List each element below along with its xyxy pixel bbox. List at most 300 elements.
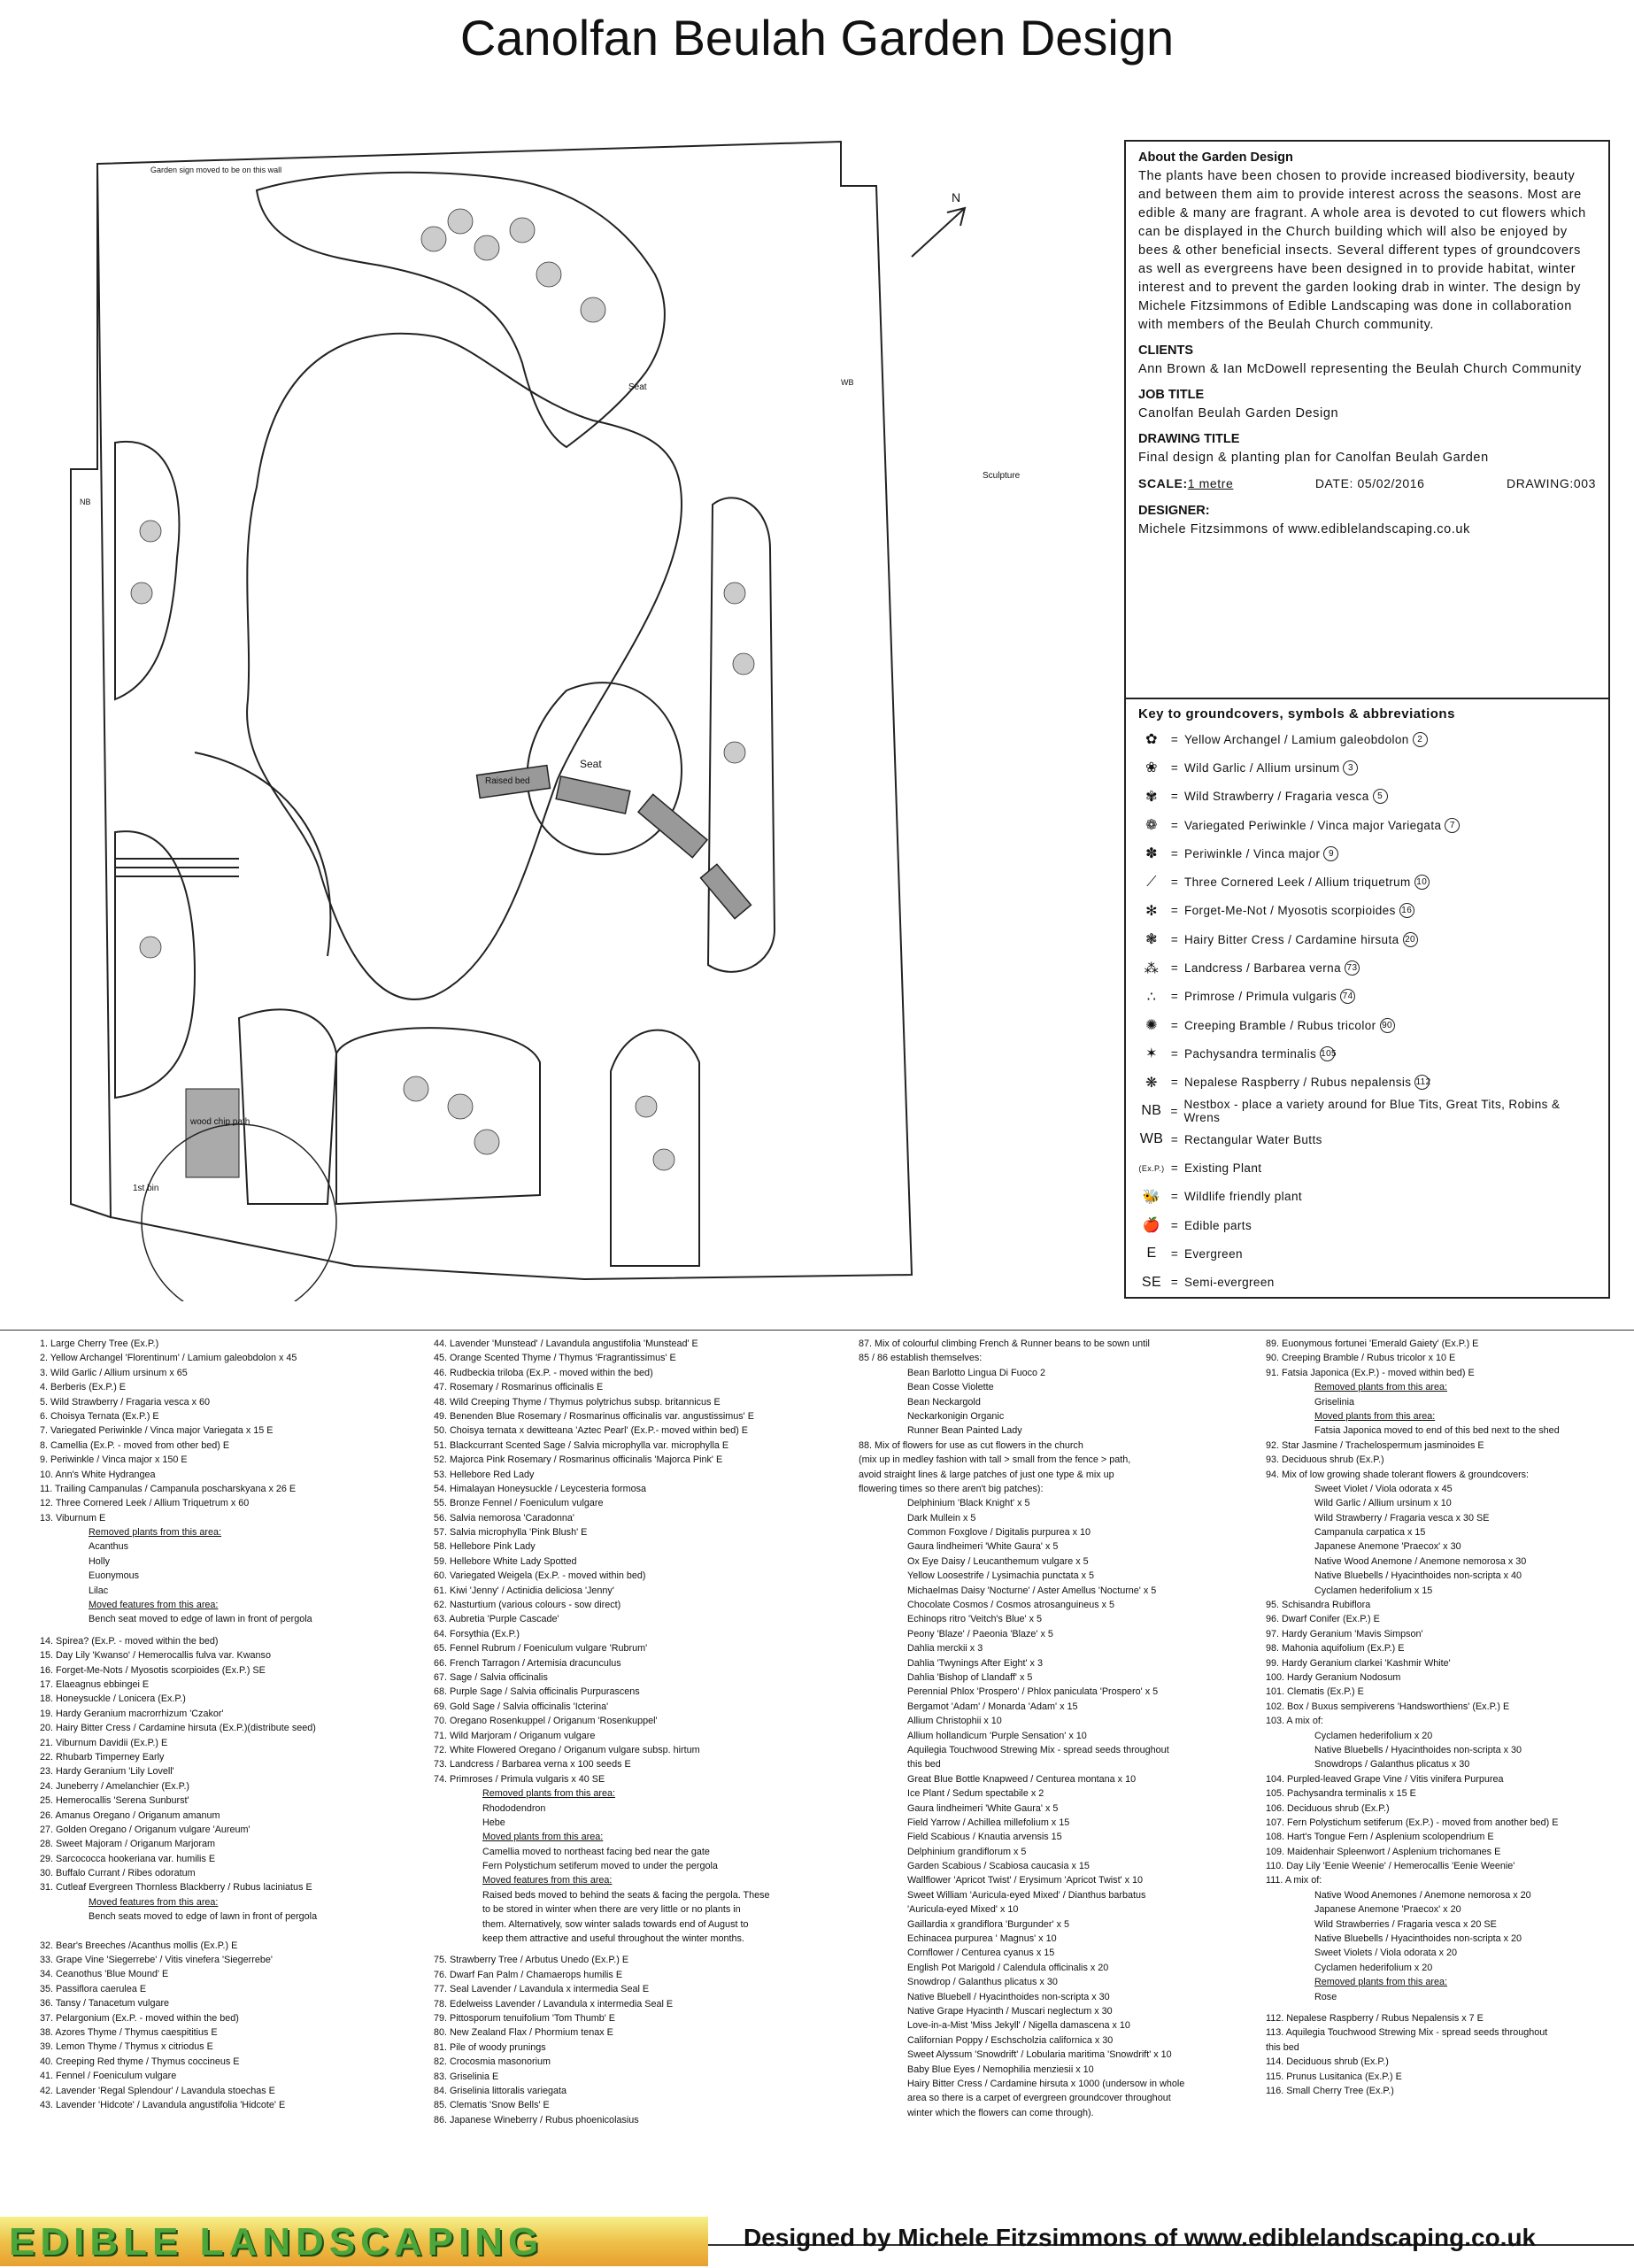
- about-text: The plants have been chosen to provide increased biodiversity, beauty and between them aim to provide interest across the seasons. Most are edible & many are fragrant. A whole area is devoted to cut flowers which can be displayed in the Church building which will also be enjoyed by bees & other beneficial insects. Several different types of groundcovers as well as evergreens have been designed in to provide habitat, winter interest and to prevent the garden looking drab in winter. The design by Michele Fitzsimmons of Edible Landscaping was done in collaboration with members of the Beulah Church community.: [1138, 169, 1586, 332]
- plant-list-item: Native Wood Anemone / Anemone nemorosa x 30: [1314, 1555, 1527, 1567]
- plant-list-item: Moved features from this area:: [89, 1600, 219, 1611]
- seat-label-top: Seat: [628, 382, 647, 392]
- plant-list-item: English Pot Marigold / Calendula officinalis x 20: [907, 1962, 1109, 1973]
- plant-list-item: 30. Buffalo Currant / Ribes odoratum: [40, 1868, 196, 1879]
- clients-text: Ann Brown & Ian McDowell representing the Beulah Church Community: [1138, 362, 1582, 376]
- plant-list-item: 87. Mix of colourful climbing French & Runner beans to be sown until: [859, 1338, 1150, 1349]
- key-row: [1138, 868, 1596, 896]
- plant-list-item: 22. Rhubarb Timperney Early: [40, 1751, 165, 1763]
- plant-list-item: 91. Fatsia Japonica (Ex.P.) - moved within bed) E: [1266, 1367, 1475, 1378]
- plant-list-item: 104. Purpled-leaved Grape Vine / Vitis vinifera Purpurea: [1266, 1773, 1504, 1785]
- brand-logo-text: EDIBLE LANDSCAPING: [9, 2220, 544, 2264]
- plant-list-item: 83. Griselinia E: [434, 2071, 499, 2082]
- plant-list-item: 51. Blackcurrant Scented Sage / Salvia microphylla var. microphylla E: [434, 1439, 729, 1451]
- plant-list-item: 2. Yellow Archangel 'Florentinum' / Lamium galeobdolon x 45: [40, 1353, 297, 1364]
- plant-list-item: 107. Fern Polystichum setiferum (Ex.P.) - moved from another bed) E: [1266, 1817, 1559, 1828]
- plant-list-item: 9. Periwinkle / Vinca major x 150 E: [40, 1454, 188, 1466]
- plant-list-item: 84. Griselinia littoralis variegata: [434, 2085, 567, 2096]
- plant-list-item: 53. Hellebore Red Lady: [434, 1469, 535, 1480]
- key-symbol: ✺: [1145, 1018, 1158, 1034]
- plant-list-item: [40, 1925, 317, 1932]
- plant-list-item: Griselinia: [1314, 1396, 1355, 1408]
- garden-plan: [62, 133, 1106, 1301]
- north-arrow: [912, 208, 965, 257]
- key-symbol: ❋: [1145, 1075, 1158, 1091]
- plant-list-item: 52. Majorca Pink Rosemary / Rosmarinus officinalis 'Majorca Pink' E: [434, 1454, 723, 1466]
- key-text: Three Cornered Leek / Allium triquetrum: [1184, 876, 1411, 890]
- plant-list-item: 110. Day Lily 'Eenie Weenie' / Hemerocallis 'Eenie Weenie': [1266, 1861, 1515, 1872]
- plant-list-item: 32. Bear's Breeches /Acanthus mollis (Ex.P.) E: [40, 1940, 238, 1951]
- plant-list-item: 113. Aquilegia Touchwood Strewing Mix - spread seeds throughout: [1266, 2027, 1548, 2039]
- plant-list-item: 7. Variegated Periwinkle / Vinca major Variegata x 15 E: [40, 1425, 274, 1437]
- plant-list-item: area so there is a carpet of evergreen groundcover throughout: [907, 2093, 1171, 2104]
- plant-list-item: Allium hollandicum 'Purple Sensation' x 10: [907, 1730, 1087, 1741]
- plant-list-item: 112. Nepalese Raspberry / Rubus Nepalensis x 7 E: [1266, 2012, 1484, 2024]
- key-row: [1138, 1211, 1596, 1239]
- plant-list-item: Gaura lindheimeri 'White Gaura' x 5: [907, 1541, 1059, 1553]
- key-text: Forget-Me-Not / Myosotis scorpioides: [1184, 904, 1396, 918]
- key-text: Rectangular Water Butts: [1184, 1132, 1322, 1146]
- plant-list-item: 5. Wild Strawberry / Fragaria vesca x 60: [40, 1396, 211, 1408]
- plant-list-item: them. Alternatively, sow winter salads towards end of August to: [482, 1918, 749, 1930]
- key-number: 2: [1413, 732, 1428, 747]
- plant-list-item: 64. Forsythia (Ex.P.): [434, 1628, 520, 1639]
- key-symbol: E: [1146, 1246, 1157, 1261]
- scale-row: [1138, 474, 1596, 493]
- plant-list-item: 41. Fennel / Foeniculum vulgare: [40, 2071, 177, 2082]
- plant-list-item: 66. French Tarragon / Artemisia dracunculus: [434, 1657, 621, 1669]
- plant-column-2: [434, 1337, 770, 2127]
- key-symbol: ⁂: [1144, 960, 1160, 976]
- key-row: [1138, 925, 1596, 953]
- key-symbol: (Ex.P.): [1138, 1163, 1165, 1173]
- plant-list-item: 57. Salvia microphylla 'Pink Blush' E: [434, 1527, 588, 1539]
- plant-list-item: Japanese Anemone 'Praecox' x 20: [1314, 1904, 1461, 1916]
- key-text: Existing Plant: [1184, 1161, 1262, 1176]
- key-number: 5: [1373, 789, 1388, 804]
- key-equals: =: [1170, 1018, 1179, 1032]
- key-row: [1138, 983, 1596, 1011]
- key-row: [1138, 1039, 1596, 1068]
- designer-text: Michele Fitzsimmons of www.ediblelandscaping.co.uk: [1138, 522, 1470, 536]
- plant-list-item: 39. Lemon Thyme / Thymus x citriodus E: [40, 2041, 213, 2053]
- bed-bottom-center: [336, 1028, 540, 1204]
- plant-list-item: Campanula carpatica x 15: [1314, 1527, 1426, 1539]
- plant-list-item: Wild Strawberries / Fragaria vesca x 20 SE: [1314, 1918, 1497, 1930]
- key-row: [1138, 1153, 1596, 1182]
- plant-list-item: 8. Camellia (Ex.P. - moved from other bed) E: [40, 1439, 230, 1451]
- key-equals: =: [1170, 990, 1179, 1004]
- about-heading: About the Garden Design: [1138, 150, 1293, 165]
- plant-list-item: [40, 1932, 317, 1939]
- plant-list-item: 106. Deciduous shrub (Ex.P.): [1266, 1802, 1390, 1814]
- plant-list-item: Fern Polystichum setiferum moved to under the pergola: [482, 1861, 718, 1872]
- key-row: [1138, 811, 1596, 839]
- plant-list-item: 99. Hardy Geranium clarkei 'Kashmir White': [1266, 1657, 1451, 1669]
- key-number: 112: [1414, 1075, 1430, 1090]
- key-equals: =: [1170, 961, 1179, 976]
- plant-list-item: keep them attractive and useful throughout the winter months.: [482, 1933, 744, 1945]
- plant-list-item: 76. Dwarf Fan Palm / Chamaerops humilis E: [434, 1969, 623, 1980]
- plant-list-item: Great Blue Bottle Knapweed / Centurea montana x 10: [907, 1773, 1137, 1785]
- plant-list-item: 28. Sweet Majoram / Origanum Marjoram: [40, 1839, 216, 1850]
- plant-list-item: Bergamot 'Adam' / Monarda 'Adam' x 15: [907, 1701, 1078, 1712]
- plant-list-item: Peony 'Blaze' / Paeonia 'Blaze' x 5: [907, 1628, 1053, 1639]
- sculpture-label: Sculpture: [983, 471, 1021, 481]
- plant-list-item: Perennial Phlox 'Prospero' / Phlox paniculata 'Prospero' x 5: [907, 1686, 1159, 1698]
- key-text: Periwinkle / Vinca major: [1184, 846, 1321, 860]
- plant-list-item: 85. Clematis 'Snow Bells' E: [434, 2100, 550, 2111]
- plant-list-item: [40, 1627, 317, 1634]
- plant-list-item: 81. Pile of woody prunings: [434, 2041, 546, 2053]
- plant-list-item: 10. Ann's White Hydrangea: [40, 1469, 156, 1480]
- plant-list-item: Californian Poppy / Eschscholzia californica x 30: [907, 2034, 1114, 2046]
- plant-list-item: Japanese Anemone 'Praecox' x 30: [1314, 1541, 1461, 1553]
- plant-list-item: 13. Viburnum E: [40, 1512, 106, 1524]
- plant-list-item: 90. Creeping Bramble / Rubus tricolor x 10 E: [1266, 1353, 1456, 1364]
- plant-list-item: Moved features from this area:: [89, 1896, 219, 1908]
- scale-unit: 1 metre: [1187, 476, 1234, 490]
- plant-list-item: Fatsia Japonica moved to end of this bed next to the shed: [1314, 1425, 1560, 1437]
- key-text: Edible parts: [1184, 1218, 1252, 1232]
- plant-list-item: 4. Berberis (Ex.P.) E: [40, 1382, 127, 1393]
- plant-list-item: Neckarkonigin Organic: [907, 1410, 1005, 1422]
- plant-list-item: 12. Three Cornered Leek / Allium Triquetrum x 60: [40, 1498, 250, 1509]
- key-symbol: ❃: [1145, 932, 1158, 948]
- key-equals: =: [1170, 1246, 1179, 1261]
- key-number: 10: [1414, 875, 1430, 890]
- plant-list-item: Wild Strawberry / Fragaria vesca x 30 SE: [1314, 1512, 1490, 1524]
- plant-list-item: Hebe: [482, 1817, 505, 1828]
- plant-list-item: Gaura lindheimeri 'White Gaura' x 5: [907, 1802, 1059, 1814]
- scale-label: SCALE:: [1138, 476, 1188, 490]
- plant-list-item: 58. Hellebore Pink Lady: [434, 1541, 536, 1553]
- drawing-number: DRAWING:003: [1506, 476, 1596, 490]
- chip-label: wood chip path: [190, 1117, 250, 1127]
- plant-list-item: 101. Clematis (Ex.P.) E: [1266, 1686, 1364, 1698]
- plant-list-item: 68. Purple Sage / Salvia officinalis Purpurascens: [434, 1686, 640, 1698]
- key-symbol: 🍎: [1142, 1218, 1161, 1234]
- plant-list-item: 3. Wild Garlic / Allium ursinum x 65: [40, 1367, 188, 1378]
- key-row: [1138, 1011, 1596, 1039]
- plant-list-item: this bed: [1266, 2041, 1299, 2053]
- plant-list-item: Native Bluebells / Hyacinthoides non-scripta x 40: [1314, 1570, 1522, 1582]
- date: DATE: 05/02/2016: [1314, 476, 1425, 490]
- designer-credit: Designed by Michele Fitzsimmons of www.ediblelandscaping.co.uk: [744, 2224, 1537, 2251]
- plant-column-4: [1266, 1337, 1560, 2098]
- plant-list-item: 111. A mix of:: [1266, 1875, 1322, 1886]
- plant-list-item: Holly: [89, 1555, 110, 1567]
- plant-list-item: Rose: [1314, 1991, 1337, 2002]
- plant-list-item: 17. Elaeagnus ebbingei E: [40, 1678, 150, 1690]
- plant-list-item: 35. Passiflora caerulea E: [40, 1983, 147, 1994]
- key-row: [1138, 1097, 1596, 1125]
- plant-list-item: 34. Ceanothus 'Blue Mound' E: [40, 1969, 169, 1980]
- plant-list-item: 46. Rudbeckia triloba (Ex.P. - moved within the bed): [434, 1367, 653, 1378]
- plant-list-item: 96. Dwarf Conifer (Ex.P.) E: [1266, 1614, 1380, 1625]
- bin1-label: 1st bin: [133, 1184, 159, 1193]
- raised-bed-2: [556, 776, 630, 814]
- drawing-title-heading: DRAWING TITLE: [1138, 432, 1240, 446]
- nb-label: NB: [80, 498, 91, 506]
- bed-left-lower: [115, 831, 195, 1098]
- plant-list-item: Runner Bean Painted Lady: [907, 1425, 1022, 1437]
- plant-list-item: 115. Prunus Lusitanica (Ex.P.) E: [1266, 2071, 1402, 2082]
- plant-list-item: Michaelmas Daisy 'Nocturne' / Aster Amellus 'Nocturne' x 5: [907, 1585, 1157, 1596]
- key-text: Yellow Archangel / Lamium galeobdolon: [1184, 732, 1409, 746]
- plant-list-item: 103. A mix of:: [1266, 1716, 1323, 1727]
- plant-list-item: Moved features from this area:: [482, 1875, 613, 1886]
- plant-list-item: Dahlia 'Bishop of Llandaff' x 5: [907, 1671, 1033, 1683]
- key-equals: =: [1170, 818, 1179, 832]
- plant-list-item: Love-in-a-Mist 'Miss Jekyll' / Nigella damascena x 10: [907, 2020, 1130, 2032]
- key-row: [1138, 953, 1596, 982]
- job-title-heading: JOB TITLE: [1138, 388, 1205, 402]
- plant-list-item: 97. Hardy Geranium 'Mavis Simpson': [1266, 1628, 1423, 1639]
- seat-label: Seat: [580, 758, 602, 770]
- key-symbol: WB: [1139, 1131, 1164, 1147]
- plant-list-item: Rhododendron: [482, 1802, 546, 1814]
- raised-bed-3: [638, 794, 707, 857]
- key-title: Key to groundcovers, symbols & abbreviations: [1138, 706, 1455, 721]
- key-symbol: 🐝: [1142, 1189, 1161, 1205]
- plant-list-item: 65. Fennel Rubrum / Foeniculum vulgare 'Rubrum': [434, 1643, 648, 1655]
- plant-list-item: Sweet Violets / Viola odorata x 20: [1314, 1948, 1458, 1959]
- key-row: [1138, 1125, 1596, 1153]
- key-equals: =: [1170, 1161, 1179, 1176]
- key-text: Wild Garlic / Allium ursinum: [1184, 760, 1340, 775]
- plant-column-1: [40, 1337, 317, 2112]
- key-equals: =: [1170, 790, 1179, 804]
- page-title: Canolfan Beulah Garden Design: [459, 10, 1175, 66]
- plant-list-item: (mix up in medley fashion with tall > small from the fence > path,: [859, 1454, 1131, 1466]
- plant-list-item: Euonymous: [89, 1570, 140, 1582]
- plant-list-item: avoid straight lines & large patches of just one type & mix up: [859, 1469, 1114, 1480]
- key-text: Semi-evergreen: [1184, 1276, 1275, 1290]
- plant-list-item: Native Grape Hyacinth / Muscari neglectum x 30: [907, 2005, 1113, 2017]
- plant-list-item: 29. Sarcococca hookeriana var. humilis E: [40, 1853, 216, 1864]
- plant-list-item: Native Wood Anemones / Anemone nemorosa x 20: [1314, 1889, 1531, 1901]
- key-symbol: SE: [1141, 1274, 1162, 1290]
- plant-list-item: 114. Deciduous shrub (Ex.P.): [1266, 2056, 1389, 2068]
- job-title-text: Canolfan Beulah Garden Design: [1138, 406, 1339, 420]
- plant-list-item: 23. Hardy Geranium 'Lily Lovell': [40, 1766, 174, 1778]
- plant-list-item: 38. Azores Thyme / Thymus caespititius E: [40, 2026, 218, 2038]
- plant-list-item: to be stored in winter when there are very little or no plants in: [482, 1904, 741, 1916]
- plant-list-item: this bed: [907, 1759, 941, 1770]
- plant-list-item: Ice Plant / Sedum spectabile x 2: [907, 1788, 1044, 1800]
- info-panel: [1124, 140, 1610, 1299]
- key-text: Wild Strawberry / Fragaria vesca: [1184, 790, 1369, 804]
- plant-list-item: 27. Golden Oregano / Origanum vulgare 'Aureum': [40, 1824, 250, 1835]
- plant-list-item: Sweet William 'Auricula-eyed Mixed' / Dianthus barbatus: [907, 1889, 1146, 1901]
- plant-list-item: Bean Cosse Violette: [907, 1382, 994, 1393]
- plant-list-item: 1. Large Cherry Tree (Ex.P.): [40, 1338, 159, 1349]
- plant-list-item: Wallflower 'Apricot Twist' / Erysimum 'Apricot Twist' x 10: [907, 1875, 1144, 1886]
- plant-list-item: 100. Hardy Geranium Nodosum: [1266, 1671, 1401, 1683]
- key-number: 7: [1445, 818, 1460, 833]
- plant-list-item: Garden Scabious / Scabiosa caucasia x 15: [907, 1861, 1090, 1872]
- key-number: 90: [1380, 1018, 1395, 1033]
- plant-column-3: [859, 1337, 1184, 2120]
- plant-list-item: 70. Oregano Rosenkuppel / Origanum 'Rosenkuppel': [434, 1716, 658, 1727]
- key-text: Landcress / Barbarea verna: [1184, 961, 1341, 976]
- plant-list-item: 88. Mix of flowers for use as cut flowers in the church: [859, 1439, 1083, 1451]
- plant-list-item: 19. Hardy Geranium macrorrhizum 'Czakor': [40, 1708, 224, 1719]
- key-text: Nestbox - place a variety around for Blue Tits, Great Tits, Robins & Wrens: [1183, 1098, 1561, 1124]
- plant-list-item: Sweet Alyssum 'Snowdrift' / Lobularia maritima 'Snowdrift' x 10: [907, 2049, 1172, 2061]
- plant-list-item: Bench seat moved to edge of lawn in front of pergola: [89, 1614, 312, 1625]
- bed-bottom-right: [611, 1030, 699, 1266]
- plant-list-item: Delphinium grandiflorum x 5: [907, 1846, 1027, 1857]
- plant-list-item: 71. Wild Marjoram / Origanum vulgare: [434, 1730, 596, 1741]
- key-equals: =: [1170, 1132, 1179, 1146]
- plant-list-item: 40. Creeping Red thyme / Thymus coccineus E: [40, 2056, 240, 2067]
- plant-list-item: Removed plants from this area:: [1314, 1382, 1448, 1393]
- plant-list-item: 18. Honeysuckle / Lonicera (Ex.P.): [40, 1693, 186, 1705]
- clients-heading: CLIENTS: [1138, 343, 1194, 358]
- plant-list-item: Chocolate Cosmos / Cosmos atrosanguineus x 5: [907, 1600, 1115, 1611]
- plant-list-item: Removed plants from this area:: [482, 1788, 616, 1800]
- key-text: Evergreen: [1184, 1246, 1243, 1261]
- plant-list-item: Allium Christophii x 10: [907, 1716, 1002, 1727]
- plant-list-item: Delphinium 'Black Knight' x 5: [907, 1498, 1030, 1509]
- plant-list-item: 48. Wild Creeping Thyme / Thymus polytrichus subsp. britannicus E: [434, 1396, 721, 1408]
- plant-list-item: 61. Kiwi 'Jenny' / Actinidia deliciosa 'Jenny': [434, 1585, 614, 1596]
- plant-list-item: [1266, 2004, 1560, 2011]
- plant-list-item: 20. Hairy Bitter Cress / Cardamine hirsuta (Ex.P.)(distribute seed): [40, 1723, 316, 1734]
- key-equals: =: [1170, 1190, 1179, 1204]
- plant-list-item: 21. Viburnum Davidii (Ex.P.) E: [40, 1737, 168, 1748]
- plant-list-item: 44. Lavender 'Munstead' / Lavandula angustifolia 'Munstead' E: [434, 1338, 698, 1349]
- plant-list-item: 6. Choisya Ternata (Ex.P.) E: [40, 1410, 159, 1422]
- plant-list-item: Native Bluebells / Hyacinthoides non-scripta x 30: [1314, 1744, 1522, 1755]
- plant-list-item: 45. Orange Scented Thyme / Thymus 'Fragrantissimus' E: [434, 1353, 676, 1364]
- plant-list-item: 67. Sage / Salvia officinalis: [434, 1671, 548, 1683]
- plant-list-item: Field Yarrow / Achillea millefolium x 15: [907, 1817, 1070, 1828]
- plant-list-item: Aquilegia Touchwood Strewing Mix - spread seeds throughout: [907, 1744, 1169, 1755]
- plant-list-item: 50. Choisya ternata x dewitteana 'Aztec Pearl' (Ex.P.- moved within bed) E: [434, 1425, 748, 1437]
- plant-list-item: 72. White Flowered Oregano / Origanum vulgare subsp. hirtum: [434, 1744, 700, 1755]
- key-equals: =: [1170, 846, 1179, 860]
- key-row: [1138, 897, 1596, 925]
- plant-list-item: Removed plants from this area:: [1314, 1977, 1448, 1988]
- key-number: 20: [1403, 932, 1418, 947]
- plant-list-item: Raised beds moved to behind the seats & facing the pergola. These: [482, 1889, 770, 1901]
- wb-label: WB: [841, 378, 854, 387]
- key-equals: =: [1170, 904, 1179, 918]
- plant-list-item: 56. Salvia nemorosa 'Caradonna': [434, 1512, 574, 1524]
- key-symbol: ⟋: [1146, 874, 1157, 890]
- plant-list-item: Bean Neckargold: [907, 1396, 981, 1408]
- plant-list-item: 24. Juneberry / Amelanchier (Ex.P.): [40, 1780, 190, 1792]
- plant-list-item: 86. Japanese Wineberry / Rubus phoenicolasius: [434, 2114, 639, 2125]
- plant-list-item: Echinops ritro 'Veitch's Blue' x 5: [907, 1614, 1043, 1625]
- plant-list-item: 82. Crocosmia masonorium: [434, 2056, 551, 2068]
- key-equals: =: [1170, 732, 1179, 746]
- plant-list-item: 116. Small Cherry Tree (Ex.P.): [1266, 2085, 1394, 2096]
- key-text: Pachysandra terminalis: [1184, 1046, 1317, 1061]
- key-equals: =: [1170, 760, 1179, 775]
- plant-list-item: 69. Gold Sage / Salvia officinalis 'Icterina': [434, 1701, 609, 1712]
- key-number: 3: [1343, 760, 1358, 775]
- plant-list-item: Gaillardia x grandiflora 'Burgunder' x 5: [907, 1918, 1069, 1930]
- plant-list-item: Echinacea purpurea ' Magnus' x 10: [907, 1933, 1057, 1945]
- plant-list-item: Dahlia 'Twynings After Eight' x 3: [907, 1657, 1043, 1669]
- north-label: N: [952, 190, 961, 204]
- key-symbol: ✽: [1145, 846, 1158, 862]
- plant-list-item: 49. Benenden Blue Rosemary / Rosmarinus officinalis var. angustissimus' E: [434, 1410, 754, 1422]
- key-text: Variegated Periwinkle / Vinca major Variegata: [1184, 818, 1442, 832]
- key-symbol: ❁: [1145, 818, 1158, 834]
- key-row: [1138, 1183, 1596, 1211]
- lawn: [247, 334, 682, 999]
- plant-list-item: Camellia moved to northeast facing bed near the gate: [482, 1846, 710, 1857]
- key-row: [1138, 839, 1596, 868]
- key-number: 16: [1399, 903, 1414, 918]
- plant-list-item: Wild Garlic / Allium ursinum x 10: [1314, 1498, 1452, 1509]
- plant-list-item: 77. Seal Lavender / Lavandula x intermedia Seal E: [434, 1984, 650, 1995]
- key-text: Primrose / Primula vulgaris: [1184, 990, 1337, 1004]
- plant-list-item: winter which the flowers can come through).: [907, 2107, 1094, 2118]
- key-equals: =: [1170, 1104, 1178, 1118]
- key-box: [1126, 698, 1608, 1297]
- plant-list-item: Native Bluebells / Hyacinthoides non-scripta x 20: [1314, 1933, 1522, 1945]
- raised-bed-label: Raised bed: [485, 776, 530, 786]
- plant-list-item: 47. Rosemary / Rosmarinus officinalis E: [434, 1382, 604, 1393]
- key-equals: =: [1170, 876, 1179, 890]
- plant-list-item: Moved plants from this area:: [482, 1832, 604, 1843]
- plant-list-item: Snowdrop / Galanthus plicatus x 30: [907, 1977, 1058, 1988]
- plant-list-item: 59. Hellebore White Lady Spotted: [434, 1555, 577, 1567]
- key-text: Wildlife friendly plant: [1184, 1190, 1303, 1204]
- plant-list-item: 63. Aubretia 'Purple Cascade': [434, 1614, 559, 1625]
- plant-list-item: 105. Pachysandra terminalis x 15 E: [1266, 1788, 1416, 1800]
- drawing-title-text: Final design & planting plan for Canolfan Beulah Garden: [1138, 451, 1489, 465]
- divider: [0, 1330, 1634, 1331]
- key-number: 9: [1323, 846, 1338, 861]
- plant-list-item: Ox Eye Daisy / Leucanthemum vulgare x 5: [907, 1555, 1089, 1567]
- designer-heading: DESIGNER:: [1138, 504, 1210, 518]
- plant-list-item: 60. Variegated Weigela (Ex.P. - moved within bed): [434, 1570, 646, 1582]
- plant-list-item: 42. Lavender 'Regal Splendour' / Lavandula stoechas E: [40, 2085, 275, 2096]
- plant-list-item: 33. Grape Vine 'Siegerrebe' / Vitis vinefera 'Siegerrebe': [40, 1955, 273, 1966]
- plant-list-item: Acanthus: [89, 1541, 129, 1553]
- plant-list-item: 80. New Zealand Flax / Phormium tenax E: [434, 2027, 613, 2039]
- plant-list-item: 37. Pelargonium (Ex.P. - moved within the bed): [40, 2012, 239, 2024]
- key-symbol: ✾: [1145, 789, 1158, 805]
- plant-list-item: 15. Day Lily 'Kwanso' / Hemerocallis fulva var. Kwanso: [40, 1650, 271, 1662]
- bed-bottom-left: [239, 1009, 336, 1204]
- plant-list-item: 102. Box / Buxus sempiverens 'Handsworthiens' (Ex.P.) E: [1266, 1701, 1510, 1712]
- brand-banner: [0, 2217, 708, 2266]
- plant-list-item: Common Foxglove / Digitalis purpurea x 10: [907, 1527, 1091, 1539]
- plant-list-item: 98. Mahonia aquifolium (Ex.P.) E: [1266, 1643, 1405, 1655]
- plant-list-item: 14. Spirea? (Ex.P. - moved within the bed): [40, 1635, 219, 1647]
- key-text: Hairy Bitter Cress / Cardamine hirsuta: [1184, 932, 1399, 946]
- plant-list-item: 36. Tansy / Tanacetum vulgare: [40, 1998, 170, 2010]
- plant-list-item: 78. Edelweiss Lavender / Lavandula x intermedia Seal E: [434, 1998, 674, 2010]
- key-symbol: NB: [1141, 1103, 1162, 1118]
- plant-list-item: Lilac: [89, 1585, 109, 1596]
- plant-list-item: Dahlia merckii x 3: [907, 1643, 983, 1655]
- key-symbol: ❀: [1145, 760, 1158, 776]
- plant-list-item: 73. Landcress / Barbarea verna x 100 seeds E: [434, 1759, 631, 1770]
- key-symbol: ✶: [1145, 1046, 1158, 1062]
- key-equals: =: [1170, 1046, 1179, 1061]
- plant-list-item: 108. Hart's Tongue Fern / Asplenium scolopendrium E: [1266, 1832, 1494, 1843]
- plant-list-item: 74. Primroses / Primula vulgaris x 40 SE: [434, 1773, 605, 1785]
